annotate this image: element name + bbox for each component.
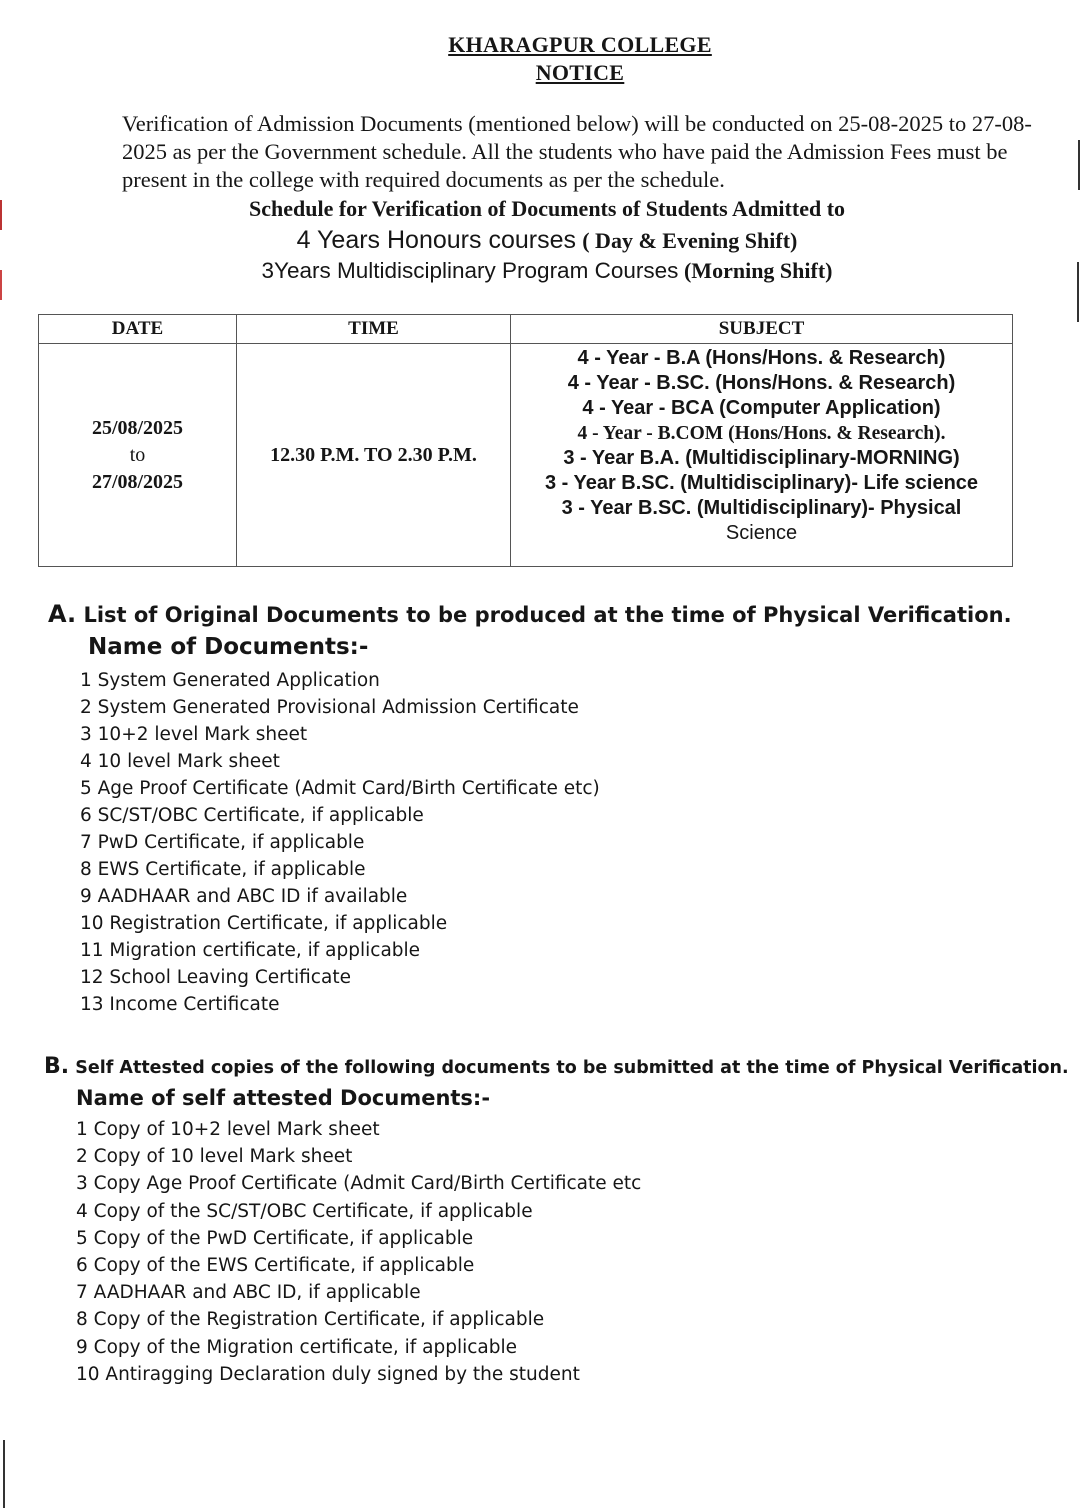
list-item: 2 Copy of 10 level Mark sheet (76, 1146, 353, 1168)
intro-paragraph: Verification of Admission Documents (mentioned below) will be conducted on 25-08-2025 to 27-08-2025 as per the Government schedule. All the students who have paid the Admission Fees must be present in the college with required documents as per the schedule. (122, 111, 1032, 192)
list-item: 6 SC/ST/OBC Certificate, if applicable (80, 805, 424, 826)
time-cell: 12.30 P.M. TO 2.30 P.M. (237, 344, 511, 567)
list-item: 5 Age Proof Certificate (Admit Card/Birth Certificate etc) (80, 778, 600, 799)
list-item: 4 10 level Mark sheet (80, 751, 280, 772)
subject-cell (511, 344, 1013, 567)
honours-shift-label: ( Day & Evening Shift) (582, 228, 798, 253)
multidisciplinary-shift-label: (Morning Shift) (683, 258, 833, 283)
subject-item: 3 - Year B.A. (Multidisciplinary-MORNING) (563, 447, 960, 469)
multidisciplinary-courses-label: 3Years Multidisciplinary Program Courses (261, 258, 679, 283)
subject-item: 4 - Year - BCA (Computer Application) (582, 397, 941, 419)
subject-item: 3 - Year B.SC. (Multidisciplinary)- Physical (561, 497, 962, 519)
list-item: 2 System Generated Provisional Admission Certificate (80, 697, 579, 718)
scan-edge-mark (1078, 140, 1080, 190)
subject-item: 4 - Year - B.COM (Hons/Hons. & Research). (577, 423, 946, 444)
list-item: 13 Income Certificate (80, 994, 280, 1015)
section-b-letter: B. (44, 1054, 70, 1079)
list-item: 8 Copy of the Registration Certificate, if applicable (76, 1309, 545, 1331)
schedule-table (38, 314, 1013, 567)
subject-item: 4 - Year - B.A (Hons/Hons. & Research) (577, 347, 946, 369)
subject-item: 4 - Year - B.SC. (Hons/Hons. & Research) (567, 372, 956, 394)
header-time: TIME (237, 315, 511, 344)
list-item: 12 School Leaving Certificate (80, 967, 351, 988)
section-a-title: List of Original Documents to be produced at the time of Physical Verification. (83, 603, 1012, 627)
scan-edge-mark (0, 270, 2, 300)
self-attested-documents-list (76, 1116, 641, 1388)
list-item: 1 System Generated Application (80, 670, 380, 691)
section-a-letter: A. (48, 600, 77, 628)
date-cell (39, 344, 237, 567)
list-item: 4 Copy of the SC/ST/OBC Certificate, if applicable (76, 1200, 533, 1222)
date-to: 27/08/2025 (91, 470, 184, 493)
list-item: 6 Copy of the EWS Certificate, if applicable (76, 1255, 475, 1277)
section-a-heading (48, 600, 1012, 628)
table-row (39, 344, 1013, 567)
list-item: 9 Copy of the Migration certificate, if applicable (76, 1336, 518, 1358)
section-b-title: Self Attested copies of the following documents to be submitted at the time of Physical Verification. (75, 1058, 1069, 1078)
list-item: 3 10+2 level Mark sheet (80, 724, 308, 745)
list-item: 11 Migration certificate, if applicable (80, 940, 421, 961)
list-item: 5 Copy of the PwD Certificate, if applicable (76, 1227, 474, 1249)
list-item: 8 EWS Certificate, if applicable (80, 859, 366, 880)
table-header-row (39, 315, 1013, 344)
original-documents-list (80, 667, 600, 1018)
list-item: 3 Copy Age Proof Certificate (Admit Card/Birth Certificate etc (76, 1173, 642, 1195)
schedule-heading-line2 (0, 226, 1080, 255)
schedule-heading-line1: Schedule for Verification of Documents of Students Admitted to (248, 196, 846, 221)
date-from: 25/08/2025 (91, 416, 184, 439)
subject-item: 3 - Year B.SC. (Multidisciplinary)- Life science (544, 472, 979, 494)
list-item: 10 Antiragging Declaration duly signed by the student (76, 1363, 580, 1385)
section-b-subheading: Name of self attested Documents:- (76, 1086, 491, 1110)
date-to-word: to (129, 443, 146, 466)
header-subject: SUBJECT (511, 315, 1013, 344)
list-item: 7 AADHAAR and ABC ID, if applicable (76, 1282, 421, 1304)
notice-title: NOTICE (535, 60, 625, 85)
schedule-heading-line3 (0, 258, 1080, 284)
scan-edge-mark (1077, 262, 1079, 322)
scan-edge-mark (3, 1440, 5, 1508)
list-item: 10 Registration Certificate, if applicable (80, 913, 448, 934)
subject-item: Science (725, 522, 798, 544)
list-item: 9 AADHAAR and ABC ID if available (80, 886, 408, 907)
college-name: KHARAGPUR COLLEGE (448, 32, 712, 57)
list-item: 7 PwD Certificate, if applicable (80, 832, 365, 853)
header-date: DATE (39, 315, 237, 344)
section-a-subheading: Name of Documents:- (88, 634, 369, 660)
honours-courses-label: 4 Years Honours courses (296, 226, 576, 254)
scan-edge-mark (0, 200, 2, 230)
list-item: 1 Copy of 10+2 level Mark sheet (76, 1119, 380, 1140)
section-b-heading (44, 1054, 1069, 1079)
